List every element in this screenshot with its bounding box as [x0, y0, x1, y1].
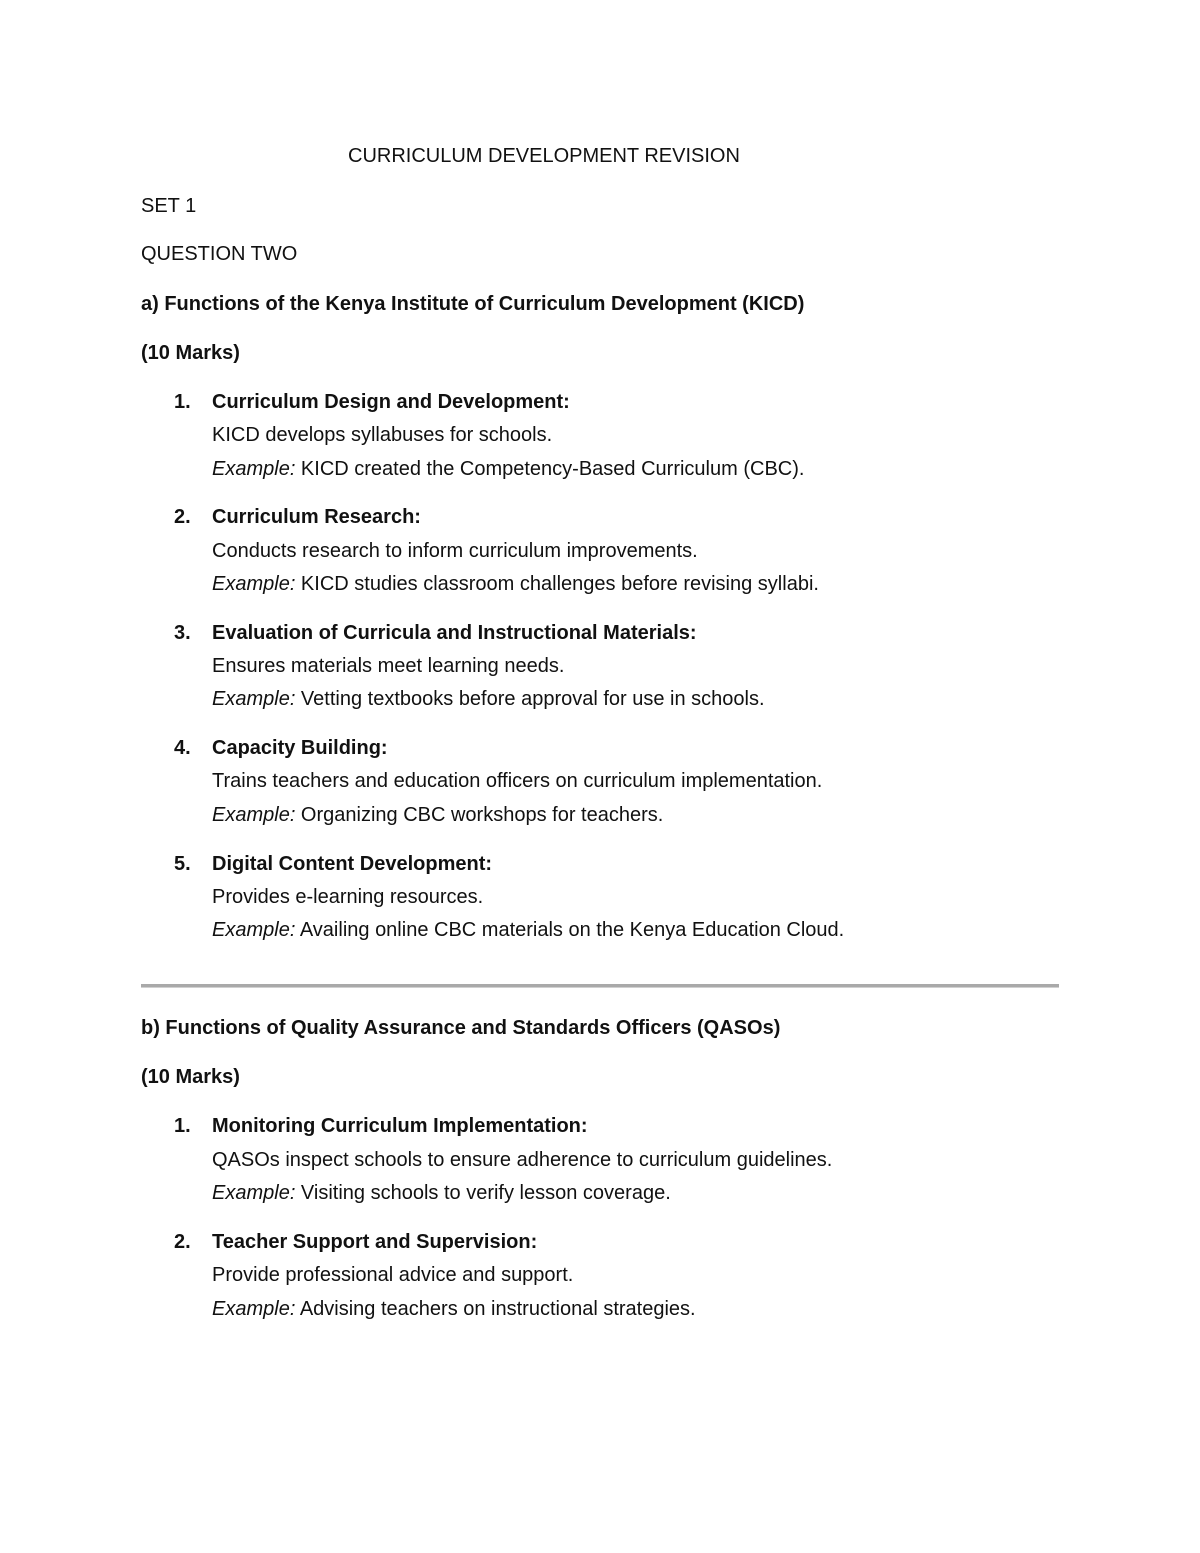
- example-label: Example:: [212, 919, 296, 941]
- section-a-marks: (10 Marks): [141, 342, 240, 364]
- list-item-number: 2.: [174, 1231, 191, 1253]
- example-text: KICD created the Competency-Based Curriculum (CBC).: [295, 458, 805, 480]
- list-item-title: Teacher Support and Supervision:: [212, 1231, 538, 1253]
- list-item-number: 2.: [174, 506, 191, 528]
- section-a-heading: a) Functions of the Kenya Institute of Curriculum Development (KICD): [141, 293, 805, 315]
- list-item-description: QASOs inspect schools to ensure adherence to curriculum guidelines.: [212, 1149, 833, 1171]
- section-b-heading: b) Functions of Quality Assurance and Standards Officers (QASOs): [141, 1017, 781, 1039]
- list-item-number: 3.: [174, 622, 191, 644]
- example-label: Example:: [212, 1298, 296, 1320]
- list-item-example: [212, 686, 765, 712]
- example-label: Example:: [212, 458, 296, 480]
- list-item-title: Curriculum Research:: [212, 506, 421, 528]
- list-item-number: 4.: [174, 737, 191, 759]
- list-item-example: [212, 456, 804, 482]
- example-label: Example:: [212, 1182, 296, 1204]
- list-item-description: Conducts research to inform curriculum improvements.: [212, 540, 698, 562]
- example-label: Example:: [212, 688, 296, 710]
- list-item-title: Digital Content Development:: [212, 853, 493, 875]
- example-text: Visiting schools to verify lesson coverage.: [295, 1182, 671, 1204]
- document-title: CURRICULUM DEVELOPMENT REVISION: [348, 145, 740, 167]
- question-label: QUESTION TWO: [141, 243, 298, 265]
- list-item-description: Provide professional advice and support.: [212, 1264, 574, 1286]
- list-item-description: Ensures materials meet learning needs.: [212, 655, 565, 677]
- horizontal-divider: [141, 984, 1059, 988]
- list-item-number: 1.: [174, 1115, 191, 1137]
- list-item-example: [212, 802, 663, 828]
- list-item-title: Capacity Building:: [212, 737, 388, 759]
- section-b-marks: (10 Marks): [141, 1066, 240, 1088]
- list-item-example: [212, 917, 844, 943]
- list-item-description: Trains teachers and education officers on curriculum implementation.: [212, 770, 823, 792]
- example-label: Example:: [212, 804, 296, 826]
- example-label: Example:: [212, 573, 296, 595]
- list-item-description: KICD develops syllabuses for schools.: [212, 424, 553, 446]
- list-item-number: 5.: [174, 853, 191, 875]
- list-item-description: Provides e-learning resources.: [212, 886, 484, 908]
- list-item-number: 1.: [174, 391, 191, 413]
- list-item-title: Monitoring Curriculum Implementation:: [212, 1115, 588, 1137]
- list-item-example: [212, 571, 819, 597]
- example-text: Availing online CBC materials on the Kenya Education Cloud.: [295, 919, 845, 941]
- example-text: Organizing CBC workshops for teachers.: [295, 804, 664, 826]
- example-text: Vetting textbooks before approval for use in schools.: [295, 688, 765, 710]
- example-text: Advising teachers on instructional strategies.: [295, 1298, 696, 1320]
- example-text: KICD studies classroom challenges before revising syllabi.: [295, 573, 819, 595]
- set-label: SET 1: [141, 195, 197, 217]
- list-item-title: Curriculum Design and Development:: [212, 391, 570, 413]
- list-item-example: [212, 1180, 671, 1206]
- list-item-title: Evaluation of Curricula and Instructional Materials:: [212, 622, 697, 644]
- list-item-example: [212, 1296, 696, 1322]
